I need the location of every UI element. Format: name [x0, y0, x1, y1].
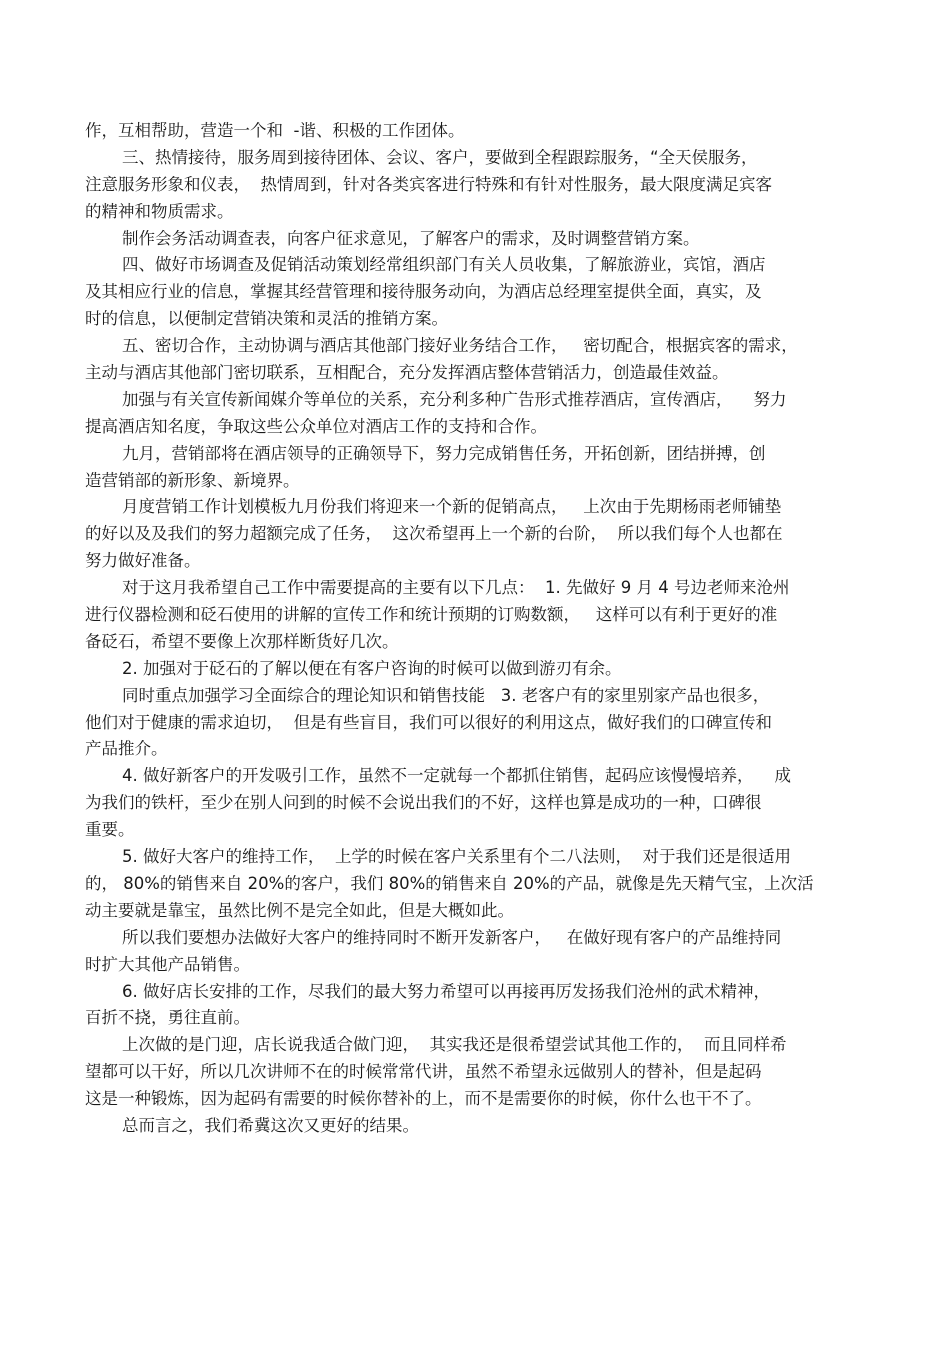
paragraph-start-line: 4. 做好新客户的开发吸引工作，虽然不一定就每一个都抓住销售，起码应该慢慢培养， 成 [122, 766, 791, 786]
paragraph-start-line: 三、热情接待，服务周到接待团体、会议、客户，要做到全程跟踪服务，“全天侯服务， [122, 147, 758, 167]
paragraph-start-line: 5. 做好大客户的维持工作， 上学的时候在客户关系里有个二八法则， 对于我们还是很适用 [122, 847, 791, 867]
paragraph-start-line: 月度营销工作计划模板九月份我们将迎来一个新的促销高点， 上次由于先期杨雨老师铺垫 [122, 497, 782, 517]
text-line: 望都可以干好，所以几次讲师不在的时候常常代讲，虽然不希望永远做别人的替补，但是起码 [85, 1062, 762, 1082]
text-line: 重要。 [85, 820, 135, 840]
paragraph-start-line: 对于这月我希望自己工作中需要提高的主要有以下几点： 1. 先做好 9 月 4 号边老师来沧州 [122, 578, 790, 598]
text-line: 动主要就是靠宝，虽然比例不是完全如此，但是大概如此。 [85, 900, 514, 920]
paragraph-start-line: 九月，营销部将在酒店领导的正确领导下，努力完成销售任务，开拓创新，团结拼搏，创 [122, 443, 766, 463]
text-line: 进行仪器检测和砭石使用的讲解的宣传工作和统计预期的订购数额， 这样可以有利于更好的准 [85, 605, 778, 625]
body-text [85, 118, 875, 1140]
paragraph-start-line: 同时重点加强学习全面综合的理论知识和销售技能 3. 老客户有的家里别家产品也很多， [122, 685, 770, 705]
paragraph-start-line: 加强与有关宣传新闻媒介等单位的关系，充分利多种广告形式推荐酒店，宣传酒店， 努力 [122, 389, 787, 409]
paragraph-start-line: 6. 做好店长安排的工作，尽我们的最大努力希望可以再接再厉发扬我们沧州的武术精神， [122, 981, 770, 1001]
text-line: 这是一种锻炼，因为起码有需要的时候你替补的上，而不是需要你的时候，你什么也干不了。 [85, 1089, 762, 1109]
text-line: 及其相应行业的信息，掌握其经营管理和接待服务动向，为酒店总经理室提供全面，真实，及 [85, 282, 762, 302]
paragraph-start-line: 2. 加强对于砭石的了解以便在有客户咨询的时候可以做到游刃有余。 [122, 658, 622, 678]
paragraph-start-line: 所以我们要想办法做好大客户的维持同时不断开发新客户， 在做好现有客户的产品维持同 [122, 927, 782, 947]
text-line: 努力做好准备。 [85, 551, 201, 571]
text-line: 注意服务形象和仪表， 热情周到，针对各类宾客进行特殊和有针对性服务，最大限度满足宾客 [85, 174, 772, 194]
text-line: 备砭石，希望不要像上次那样断货好几次。 [85, 631, 399, 651]
paragraph-start-line: 五、密切合作，主动协调与酒店其他部门接好业务结合工作， 密切配合，根据宾客的需求， [122, 336, 798, 356]
paragraph-start-line: 总而言之，我们希冀这次又更好的结果。 [122, 1115, 419, 1135]
paragraph-start-line: 上次做的是门迎，店长说我适合做门迎， 其实我还是很希望尝试其他工作的， 而且同样希 [122, 1035, 787, 1055]
text-line: 主动与酒店其他部门密切联系，互相配合，充分发挥酒店整体营销活力，创造最佳效益。 [85, 363, 729, 383]
text-line: 造营销部的新形象、新境界。 [85, 470, 300, 490]
text-line: 为我们的铁杆，至少在别人问到的时候不会说出我们的不好，这样也算是成功的一种，口碑很 [85, 793, 762, 813]
paragraph-start-line: 四、做好市场调查及促销活动策划经常组织部门有关人员收集，了解旅游业，宾馆，酒店 [122, 255, 766, 275]
text-line: 的精神和物质需求。 [85, 201, 234, 221]
text-line: 百折不挠，勇往直前。 [85, 1008, 250, 1028]
text-line: 他们对于健康的需求迫切， 但是有些盲目，我们可以很好的利用这点，做好我们的口碑宣传和 [85, 712, 772, 732]
text-line: 作，互相帮助，营造一个和 -谐、积极的工作团体。 [85, 121, 465, 140]
text-line: 提高酒店知名度，争取这些公众单位对酒店工作的支持和合作。 [85, 416, 547, 436]
text-line: 时的信息，以便制定营销决策和灵活的推销方案。 [85, 309, 448, 329]
text-line: 的， 80%的销售来自 20%的客户，我们 80%的销售来自 20%的产品，就像是先天精气宝，上次活 [85, 873, 814, 893]
text-line: 的好以及及我们的努力超额完成了任务， 这次希望再上一个新的台阶， 所以我们每个人也都在 [85, 524, 783, 544]
text-line: 时扩大其他产品销售。 [85, 954, 250, 974]
text-line: 产品推介。 [85, 739, 168, 759]
paragraph-start-line: 制作会务活动调查表，向客户征求意见，了解客户的需求，及时调整营销方案。 [122, 228, 700, 248]
